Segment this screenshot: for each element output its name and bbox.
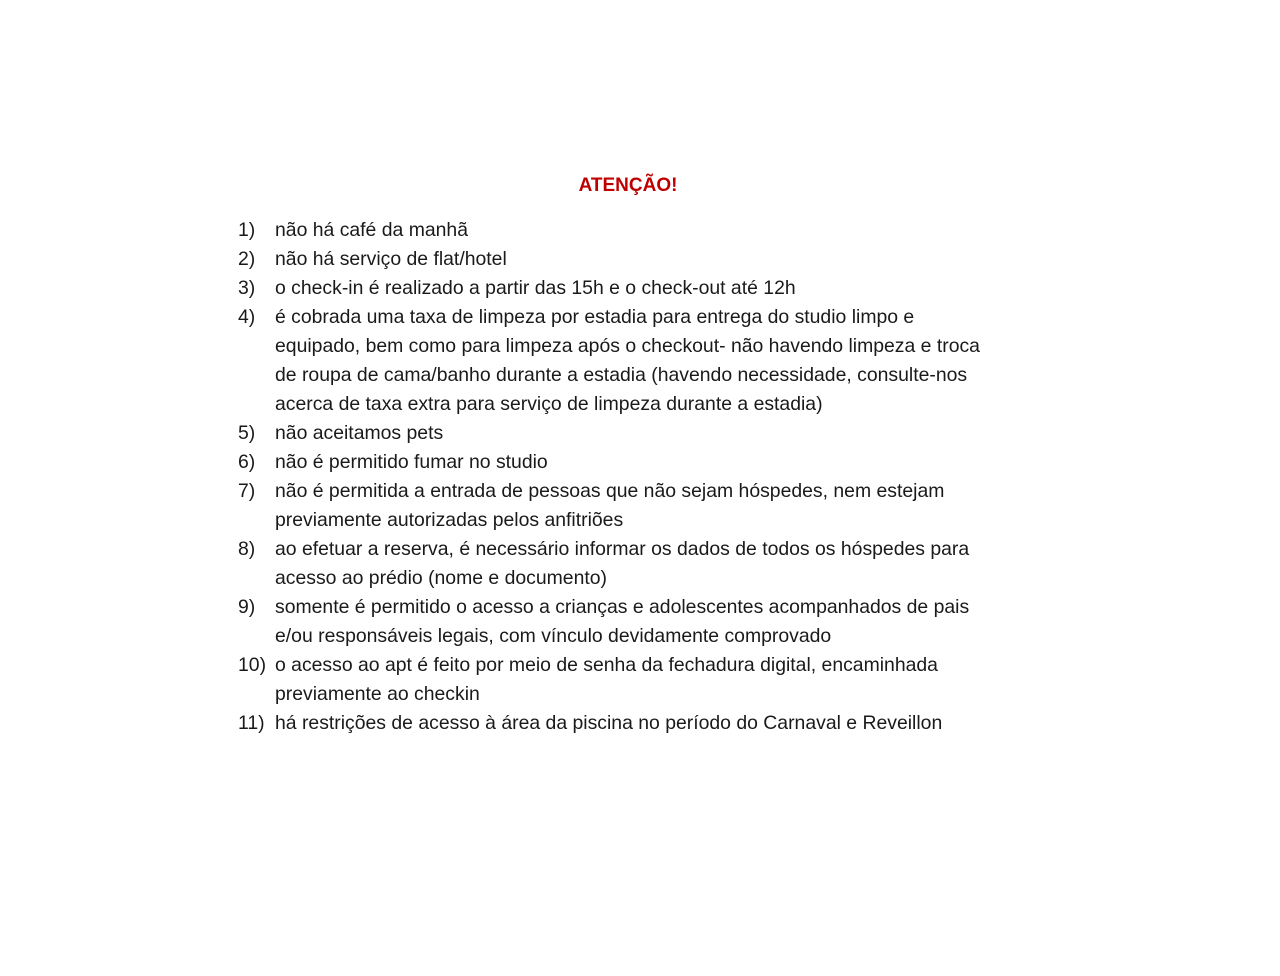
list-item bbox=[238, 477, 1058, 535]
rule-number: 8) bbox=[238, 538, 256, 560]
rule-number: 4) bbox=[238, 306, 256, 328]
list-item bbox=[238, 651, 1058, 709]
rule-text: somente é permitido o acesso a crianças e adolescentes acompanhados de pais e/ou responsáveis legais, com vínculo devidamente comprovado bbox=[275, 596, 970, 647]
rule-text: o acesso ao apt é feito por meio de senha da fechadura digital, encaminhada previamente ao checkin bbox=[275, 654, 938, 705]
rule-number: 2) bbox=[238, 248, 256, 270]
list-item bbox=[238, 303, 1058, 419]
list-item bbox=[238, 216, 1058, 245]
rule-number: 10) bbox=[238, 654, 267, 676]
rule-text: é cobrada uma taxa de limpeza por estadia para entrega do studio limpo e equipado, bem como para limpeza após o checkout- não havendo limpeza e troca de roupa de cama/banho durante a estadia (havendo necessidade, consulte-nos acerca de taxa extra para serviço de limpeza durante a estadia) bbox=[275, 306, 980, 415]
rule-text: há restrições de acesso à área da piscina no período do Carnaval e Reveillon bbox=[275, 712, 943, 734]
rule-text: não há café da manhã bbox=[275, 219, 468, 241]
list-item bbox=[238, 274, 1058, 303]
list-item bbox=[238, 245, 1058, 274]
rule-number: 11) bbox=[238, 712, 265, 734]
list-item bbox=[238, 419, 1058, 448]
rule-text: ao efetuar a reserva, é necessário informar os dados de todos os hóspedes para acesso ao prédio (nome e documento) bbox=[275, 538, 970, 589]
rule-number: 1) bbox=[238, 219, 256, 241]
list-item bbox=[238, 535, 1058, 593]
rule-text: não há serviço de flat/hotel bbox=[275, 248, 507, 270]
rule-text: não é permitido fumar no studio bbox=[275, 451, 548, 473]
rule-number: 7) bbox=[238, 480, 256, 502]
rule-text: não aceitamos pets bbox=[275, 422, 444, 444]
rule-number: 3) bbox=[238, 277, 256, 299]
rule-text: não é permitida a entrada de pessoas que não sejam hóspedes, nem estejam previamente autorizadas pelos anfitriões bbox=[275, 480, 945, 531]
rules-list bbox=[238, 216, 1058, 738]
rule-number: 9) bbox=[238, 596, 256, 618]
list-item bbox=[238, 448, 1058, 477]
list-item bbox=[238, 593, 1058, 651]
list-item bbox=[238, 709, 1058, 738]
rule-number: 5) bbox=[238, 422, 256, 444]
page-title: ATENÇÃO! bbox=[578, 175, 678, 196]
rule-number: 6) bbox=[238, 451, 256, 473]
rule-text: o check-in é realizado a partir das 15h e o check-out até 12h bbox=[275, 277, 796, 299]
